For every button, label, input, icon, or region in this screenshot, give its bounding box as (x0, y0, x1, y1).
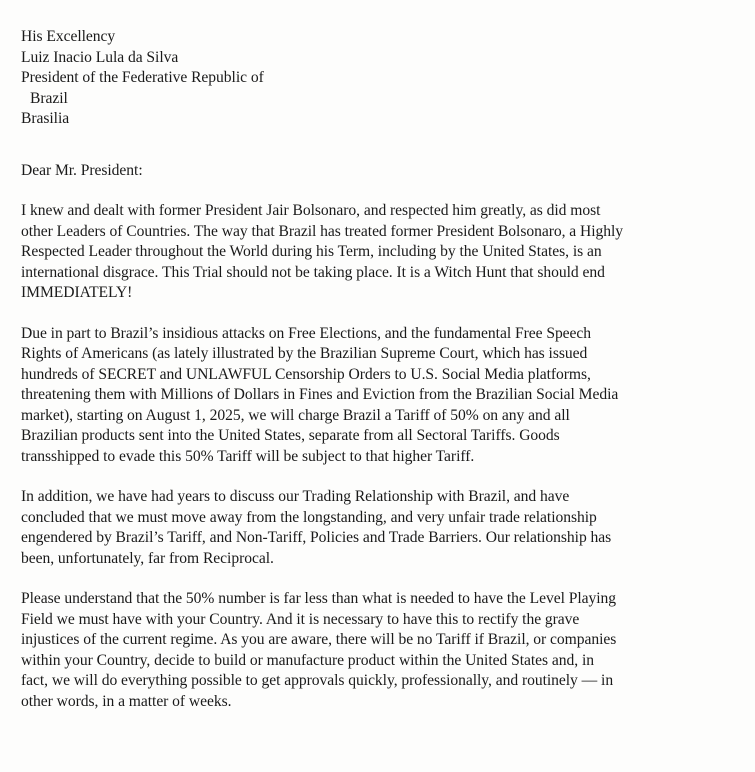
paragraph-line: Field we must have with your Country. And it is necessary to have this to rectify the grave (21, 610, 580, 628)
paragraph-2 (21, 324, 741, 468)
paragraph-line: IMMEDIATELY! (21, 284, 133, 301)
paragraph-line: Respected Leader throughout the World during his Term, including by the United States, is an (21, 243, 602, 260)
addressee-line: Luiz Inacio Lula da Silva (21, 48, 179, 66)
paragraph-line: other Leaders of Countries. The way that Brazil has treated former President Bolsonaro, a Highly (21, 222, 624, 240)
addressee-block (21, 27, 741, 130)
paragraph-line: concluded that we must move away from the longstanding, and very unfair trade relationship (21, 508, 597, 526)
paragraph-line: Please understand that the 50% number is far less than what is needed to have the Level Playing (21, 590, 617, 607)
paragraph-line: Due in part to Brazil’s insidious attacks on Free Elections, and the fundamental Free Speech (21, 324, 592, 342)
paragraph-line: transshipped to evade this 50% Tariff will be subject to that higher Tariff. (21, 447, 475, 465)
letter-body (21, 27, 741, 712)
paragraph-line: within your Country, decide to build or manufacture product within the United States and, in (21, 651, 594, 669)
addressee-line: Brazil (30, 89, 68, 107)
paragraph-line: Rights of Americans (as lately illustrated by the Brazilian Supreme Court, which has issued (21, 345, 588, 362)
addressee-line: President of the Federative Republic of (21, 69, 264, 86)
paragraph-line: hundreds of SECRET and UNLAWFUL Censorship Orders to U.S. Social Media platforms, (21, 365, 591, 383)
paragraph-line: international disgrace. This Trial should not be taking place. It is a Witch Hunt that should end (21, 263, 605, 281)
paragraph-line: been, unfortunately, far from Reciprocal. (21, 549, 274, 567)
paragraph-4 (21, 589, 741, 712)
paragraph-line: injustices of the current regime. As you are aware, there will be no Tariff if Brazil, or companies (21, 631, 617, 648)
paragraph-line: threatening them with Millions of Dollars in Fines and Eviction from the Brazilian Social Media (21, 386, 619, 403)
paragraph-line: other words, in a matter of weeks. (21, 692, 232, 710)
salutation: Dear Mr. President: (21, 161, 143, 179)
addressee-line: Brasilia (21, 110, 70, 127)
addressee-line: His Excellency (21, 28, 116, 45)
paragraph-line: fact, we will do everything possible to get approvals quickly, professionally, and routinely — in (21, 672, 614, 689)
paragraph-3 (21, 487, 741, 569)
paragraph-line: Brazilian products sent into the United States, separate from all Sectoral Tariffs. Goods (21, 427, 560, 444)
paragraph-line: market), starting on August 1, 2025, we will charge Brazil a Tariff of 50% on any and all (21, 406, 570, 424)
paragraph-line: engendered by Brazil’s Tariff, and Non-Tariff, Policies and Trade Barriers. Our relationship has (21, 529, 612, 546)
paragraph-1 (21, 201, 741, 304)
paragraph-line: In addition, we have had years to discuss our Trading Relationship with Brazil, and have (21, 488, 570, 505)
paragraph-line: I knew and dealt with former President Jair Bolsonaro, and respected him greatly, as did most (21, 202, 601, 219)
